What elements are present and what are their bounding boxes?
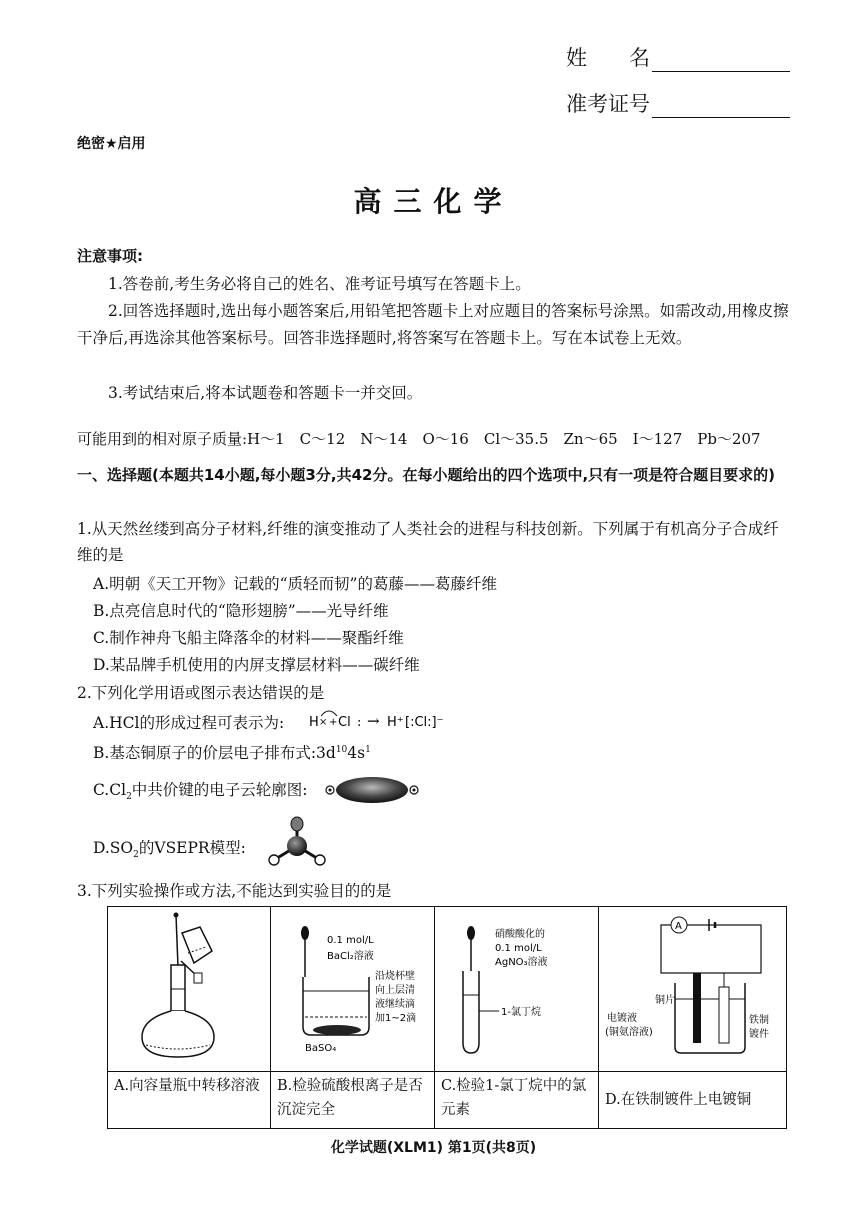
reaction-arrow: → — [367, 712, 380, 730]
page-footer: 化学试题(XLM1) 第1页(共8页) — [330, 1140, 537, 1156]
panel-c-image — [435, 907, 599, 1072]
svg-text:沿烧杯壁: 沿烧杯壁 — [375, 971, 415, 982]
q2-option-b-mid: 4s — [347, 744, 366, 762]
svg-text:铁制: 铁制 — [749, 1015, 769, 1026]
reagent-concentration: 0.1 mol/L — [327, 935, 374, 946]
hcl-formation-diagram — [305, 706, 475, 736]
q1-option-d: D.某品牌手机使用的内屏支撑层材料——碳纤维 — [93, 656, 420, 674]
svg-text::: : — [357, 715, 362, 730]
copper-plate-icon — [693, 973, 701, 1043]
name-blank — [652, 51, 790, 72]
exam-id-blank — [652, 97, 790, 118]
volumetric-flask-icon — [108, 907, 270, 1067]
svg-text:加1~2滴: 加1~2滴 — [375, 1013, 417, 1024]
precipitate-label: BaSO₄ — [305, 1043, 337, 1054]
cl2-electron-cloud-icon — [322, 772, 422, 808]
svg-text:+: + — [329, 717, 338, 728]
notice-item-2: 2.回答选择题时,选出每小题答案后,用铅笔把答题卡上对应题目的答案标号涂黑。如需改动,用橡皮擦干净后,再选涂其他答案标号。回答非选择题时,将答案写在答题卡上。写在本试卷上无效。 — [77, 302, 789, 347]
svg-text:电镀液: 电镀液 — [607, 1013, 637, 1024]
svg-text:×: × — [319, 717, 328, 728]
caption-c: C.检验1-氯丁烷中的氯元素 — [435, 1072, 599, 1129]
section-heading: 一、选择题(本题共14小题,每小题3分,共42分。在每小题给出的四个选项中,只有一项是符合题目要求的) — [77, 466, 775, 484]
q1-option-a: A.明朝《天工开物》记载的“质轻而韧”的葛藤——葛藤纤维 — [93, 575, 497, 593]
test-tube-icon — [463, 971, 479, 1053]
name-field-row — [566, 42, 790, 72]
q2-option-d-sub: 2 — [133, 850, 139, 861]
hcl-h-symbol: H — [309, 715, 319, 730]
copper-plate-label: 铜片 — [655, 995, 675, 1006]
exam-id-label: 准考证号 — [566, 92, 650, 116]
svg-text:液继续滴: 液继续滴 — [375, 999, 415, 1010]
q2-stem: 2.下列化学用语或图示表达错误的是 — [77, 684, 325, 702]
secret-mark: 绝密★启用 — [77, 136, 146, 152]
so2-vsepr-model-icon — [262, 816, 332, 874]
exam-id-field-row — [566, 88, 790, 118]
panel-d-image — [599, 907, 787, 1072]
chlorobutane-label: 1-氯丁烷 — [501, 1007, 541, 1018]
q2-option-d-prefix: D.SO — [93, 839, 134, 857]
q3-stem: 3.下列实验操作或方法,不能达到实验目的的是 — [77, 882, 392, 900]
q1-stem: 1.从天然丝缕到高分子材料,纤维的演变推动了人类社会的进程与科技创新。下列属于有机高分子合成纤维的是 — [77, 520, 779, 564]
page-title: 高三化学 — [353, 185, 514, 218]
q2-option-a — [93, 711, 284, 733]
svg-text:硝酸酸化的: 硝酸酸化的 — [495, 929, 545, 940]
reagent-bacl2: BaCl₂溶液 — [327, 951, 374, 962]
q2-option-c — [93, 778, 308, 802]
q2-option-c-suffix: 中共价键的电子云轮廓图: — [131, 781, 308, 799]
caption-a: A.向容量瓶中转移溶液 — [108, 1072, 271, 1129]
iron-piece-icon — [719, 987, 729, 1043]
electron-transfer-arrow — [321, 711, 337, 716]
svg-text:(铜氨溶液): (铜氨溶液) — [605, 1027, 653, 1038]
q2-option-c-sub: 2 — [126, 792, 132, 803]
svg-text:向上层清: 向上层清 — [375, 985, 415, 996]
svg-text:镀件: 镀件 — [749, 1029, 769, 1040]
q2-option-b-prefix: B.基态铜原子的价层电子排布式:3d — [93, 744, 336, 762]
q2-option-a-text: A.HCl的形成过程可表示为: — [93, 714, 285, 732]
caption-b: B.检验硫酸根离子是否沉淀完全 — [271, 1072, 435, 1129]
notice-item-1: 1.答卷前,考生务必将自己的姓名、准考证号填写在答题卡上。 — [108, 275, 531, 293]
svg-text:0.1 mol/L: 0.1 mol/L — [495, 943, 542, 954]
caption-d: D.在铁制镀件上电镀铜 — [599, 1072, 787, 1129]
plating-beaker-icon — [675, 983, 745, 1053]
notice-item-3: 3.考试结束后,将本试题卷和答题卡一并交回。 — [108, 384, 423, 402]
hcl-cl-minus: [:Cl:]⁻ — [405, 715, 444, 730]
q1-option-b: B.点亮信息时代的“隐形翅膀”——光导纤维 — [93, 602, 389, 620]
hcl-cl-symbol: Cl — [338, 715, 351, 730]
panel-b-image — [271, 907, 435, 1072]
atomic-masses: 可能用到的相对原子质量:H～1 C～12 N～14 O～16 Cl～35.5 Zn～65 I～127 Pb～207 — [77, 430, 761, 448]
q2-option-b-sup2: 1 — [365, 744, 371, 755]
q1-option-c: C.制作神舟飞船主降落伞的材料——聚酯纤维 — [93, 629, 404, 647]
q2-option-d — [93, 836, 246, 860]
svg-text:AgNO₃溶液: AgNO₃溶液 — [495, 957, 548, 968]
q2-option-b-sup1: 10 — [335, 744, 348, 755]
svg-text:A: A — [675, 921, 682, 932]
panel-a-image — [108, 907, 271, 1072]
notice-heading: 注意事项: — [77, 247, 143, 265]
q2-option-c-prefix: C.Cl — [93, 781, 127, 799]
q2-option-d-suffix: 的VSEPR模型: — [138, 839, 246, 857]
q2-option-b — [93, 741, 371, 763]
name-label: 姓 名 — [566, 46, 650, 70]
experiment-table — [107, 906, 787, 1129]
hcl-h-plus: H⁺ — [387, 715, 404, 730]
